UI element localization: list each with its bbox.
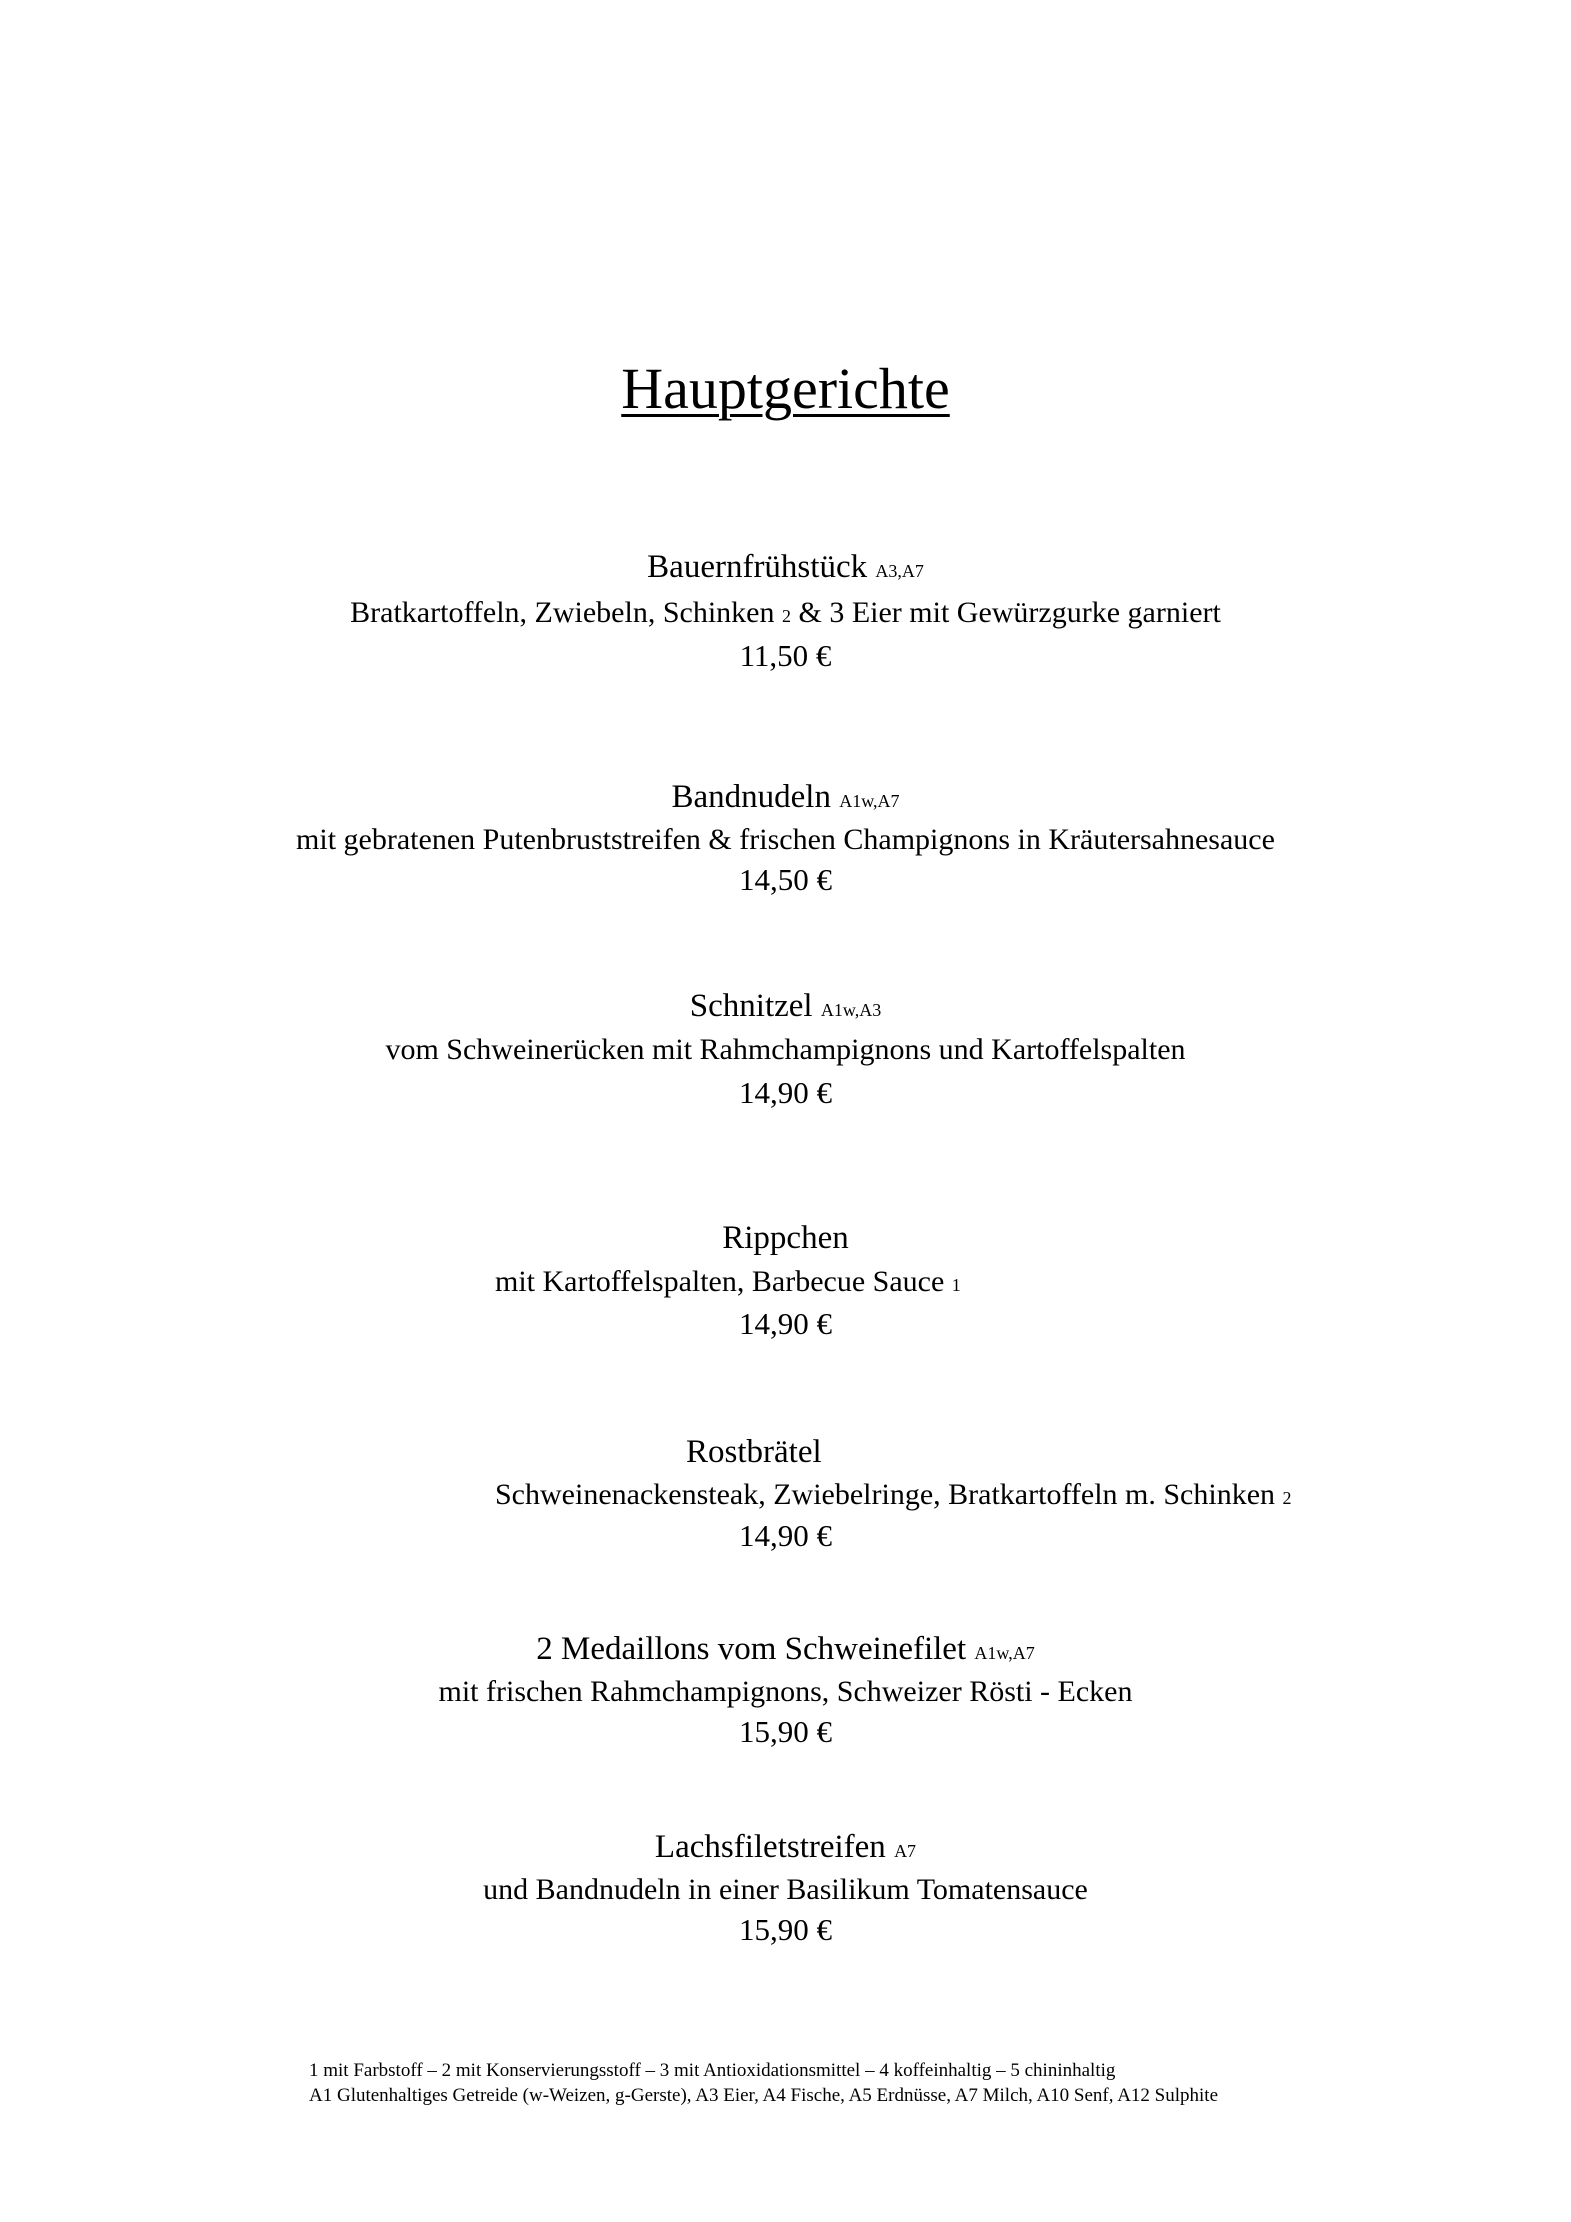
dish-desc: mit frischen Rahmchampignons, Schweizer Rösti - Ecken [438, 1675, 1133, 1708]
dish-desc-line [495, 1267, 961, 1297]
dish-desc: und Bandnudeln in einer Basilikum Tomatensauce [483, 1873, 1088, 1906]
dish-name-line [0, 551, 1571, 584]
dish-price: 14,50 € [739, 862, 832, 897]
dish-name-line [0, 781, 1571, 814]
dish-name-line [0, 990, 1571, 1023]
dish-desc: mit Kartoffelspalten, Barbecue Sauce [495, 1265, 945, 1298]
dish-name: Rippchen [722, 1220, 849, 1256]
dish-name-line [0, 1831, 1571, 1864]
dish-allergens: A3,A7 [875, 561, 924, 581]
dish-desc-note: 1 [951, 1275, 961, 1295]
dish-name: Lachsfiletstreifen [654, 1829, 886, 1865]
dish-price: 14,90 € [739, 1518, 832, 1553]
dish-desc: Schweinenackensteak, Zwiebelringe, Bratkartoffeln m. Schinken [495, 1478, 1276, 1511]
dish-allergens: A1w,A3 [820, 1000, 882, 1020]
dish-desc-note: 2 [1282, 1488, 1292, 1508]
dish-allergens: A1w,A7 [974, 1643, 1035, 1663]
dish-name: Rostbrätel [686, 1434, 822, 1470]
footer-allergens: A1 Glutenhaltiges Getreide (w-Weizen, g-Gerste), A3 Eier, A4 Fische, A5 Erdnüsse, A7 Milch, A10 Senf, A12 Sulphite [309, 2085, 1219, 2106]
dish-name: Bauernfrühstück [647, 549, 868, 585]
dish-price: 14,90 € [739, 1306, 832, 1341]
dish-name: Bandnudeln [671, 779, 831, 815]
dish-allergens: A7 [894, 1841, 917, 1861]
dish-name: 2 Medaillons vom Schweinefilet [536, 1631, 967, 1667]
dish-allergens: A1w,A7 [839, 791, 900, 811]
dish-price: 11,50 € [739, 638, 832, 673]
dish-desc-line [495, 1480, 1292, 1510]
dish-desc-line [0, 598, 1571, 628]
dish-name: Schnitzel [689, 988, 813, 1024]
dish-price: 14,90 € [739, 1075, 832, 1110]
page-title: Hauptgerichte [621, 356, 950, 421]
dish-desc-note: 2 [781, 606, 791, 626]
dish-desc: Bratkartoffeln, Zwiebeln, Schinken [350, 596, 775, 629]
dish-desc-rest: & 3 Eier mit Gewürzgurke garniert [798, 596, 1221, 629]
dish-name-line [0, 1633, 1571, 1666]
dish-desc: vom Schweinerücken mit Rahmchampignons und Kartoffelspalten [385, 1033, 1186, 1066]
dish-desc: mit gebratenen Putenbruststreifen & frischen Champignons in Kräutersahnesauce [296, 823, 1275, 856]
dish-price: 15,90 € [739, 1714, 832, 1749]
footer-additives: 1 mit Farbstoff – 2 mit Konservierungsstoff – 3 mit Antioxidationsmittel – 4 koffeinhaltig – 5 chininhaltig [309, 2060, 1116, 2081]
dish-price: 15,90 € [739, 1912, 832, 1947]
